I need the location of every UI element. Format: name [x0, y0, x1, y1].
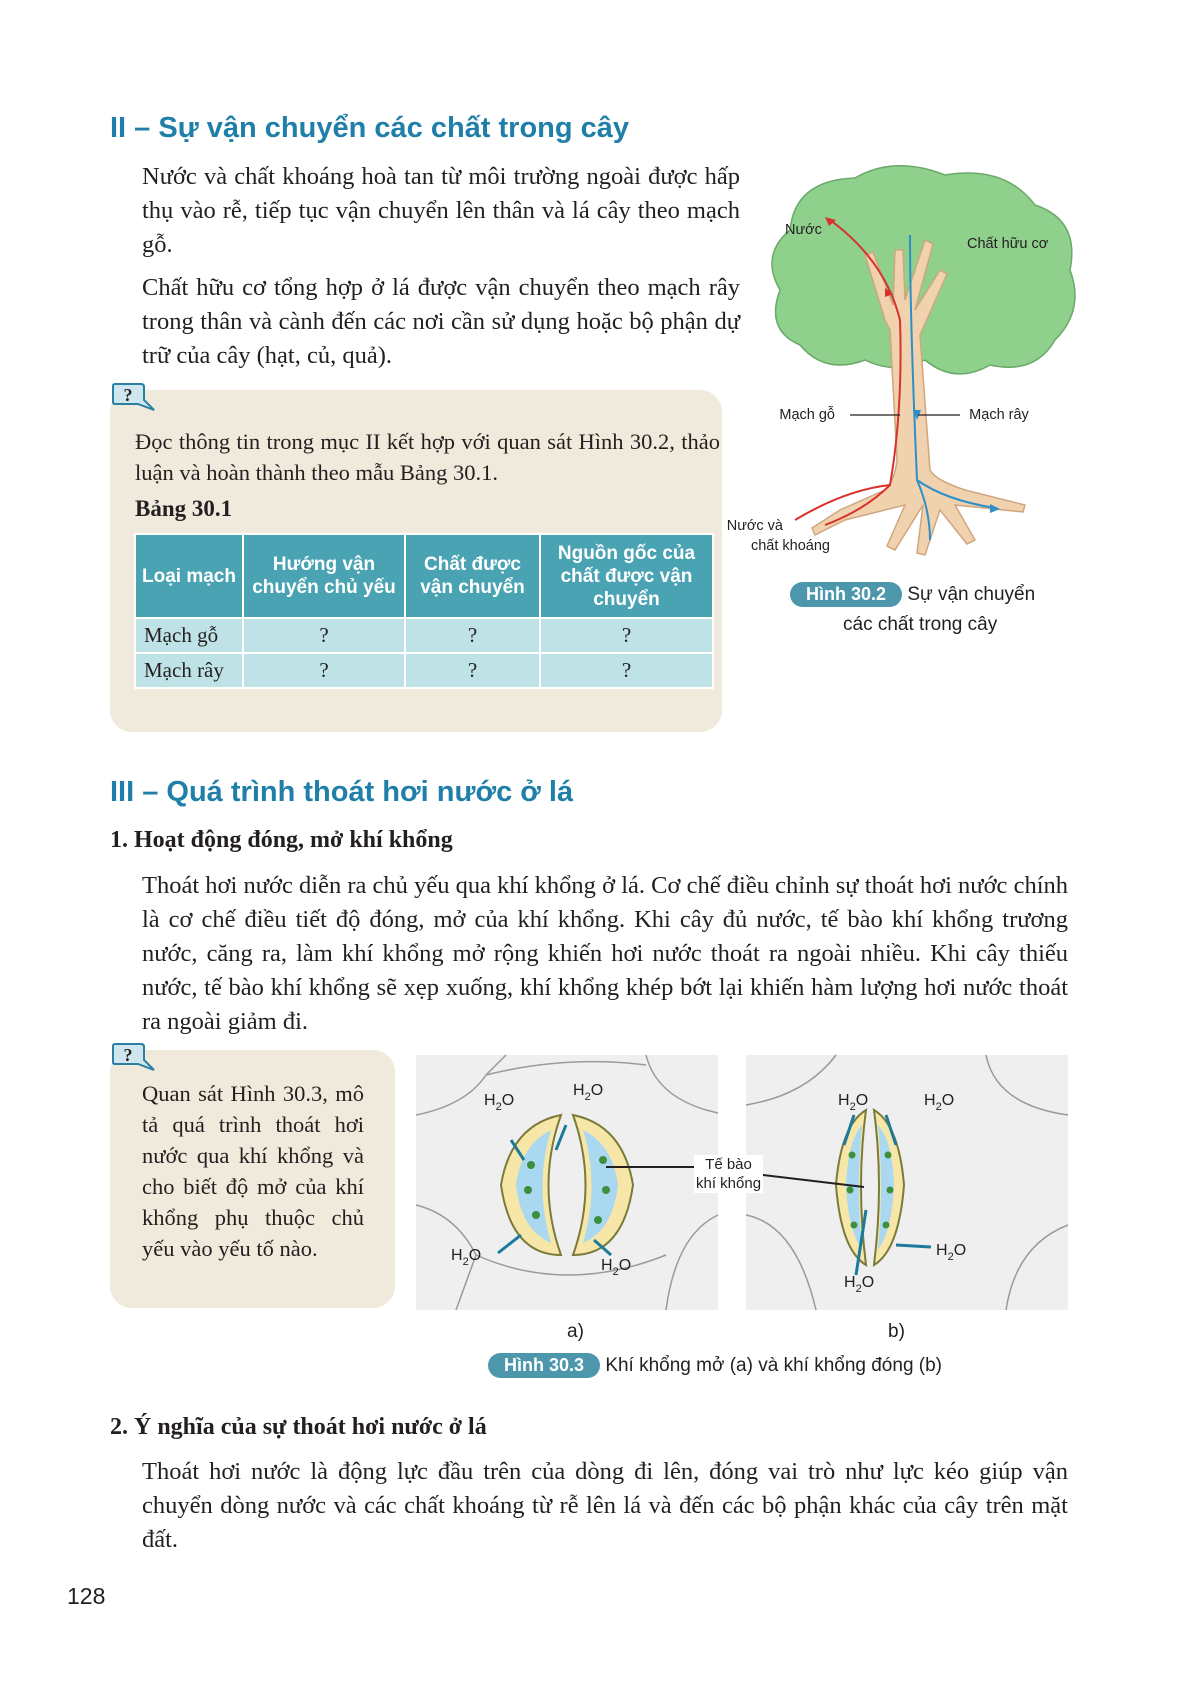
h2o-sub: 2: [935, 1101, 942, 1113]
h2o-o: O: [618, 1257, 632, 1274]
figure-30-3-panel-a-open-stoma: [416, 1055, 718, 1310]
question-1-text: Đọc thông tin trong mục II kết hợp với quan sát Hình 30.2, thảo luận và hoàn thành theo mẫu Bảng 30.1.: [135, 429, 720, 485]
table-row: [135, 653, 713, 688]
figure-30-2-caption-label: Hình 30.2: [790, 582, 902, 607]
subsection-2-heading: 2. Ý nghĩa của sự thoát hơi nước ở lá: [110, 1414, 487, 1440]
h2o-o: O: [855, 1092, 869, 1109]
h2o-label: H: [573, 1082, 585, 1099]
h2o-sub: 2: [495, 1101, 502, 1113]
section-2-paragraph-2: Chất hữu cơ tổng hợp ở lá được vận chuyển theo mạch rây trong thân và cành đến các nơi cần sử dụng hoặc bộ phận dự trữ của cây (hạt, củ, quả).: [142, 274, 740, 369]
h2o-label: H: [924, 1092, 936, 1109]
panel-b-label: b): [888, 1321, 905, 1342]
label-nuoc-va: Nước và: [726, 518, 783, 534]
question-2-text: Quan sát Hình 30.3, mô tả quá trình thoát hơi nước qua khí khổng và cho biết độ mở của khí khổng phụ thuộc chủ yếu vào yếu tố nào.: [142, 1081, 364, 1261]
panel-a-label: a): [567, 1321, 584, 1342]
h2o-o: O: [468, 1247, 482, 1264]
section-2-paragraph-1: Nước và chất khoáng hoà tan từ môi trường ngoài được hấp thụ vào rễ, tiếp tục vận chuyển lên thân và lá cây theo mạch gỗ.: [142, 163, 740, 258]
h2o-label: H: [451, 1247, 463, 1264]
table-30-1: [134, 533, 714, 689]
figure-30-2-caption: [790, 582, 1090, 607]
section-3-heading: III – Quá trình thoát hơi nước ở lá: [110, 776, 574, 808]
svg-text:?: ?: [123, 1045, 133, 1065]
table-header-type: Loại mạch: [135, 534, 243, 618]
figure-30-2-caption-line-2: các chất trong cây: [843, 614, 998, 635]
h2o-label: H: [601, 1257, 613, 1274]
section-3-paragraph-2: Thoát hơi nước là động lực đầu trên của dòng đi lên, đóng vai trò như lực kéo giúp vận chuyển dòng nước và các chất khoáng từ rễ lên lá và đến các bộ phận khác của cây trên mặt đất.: [142, 1458, 1068, 1553]
label-mach-ray: Mạch rây: [969, 407, 1029, 423]
section-3-paragraph-1: Thoát hơi nước diễn ra chủ yếu qua khí khổng ở lá. Cơ chế điều chỉnh sự thoát hơi nước chính là cơ chế điều tiết độ đóng, mở của khí khổng. Khi cây đủ nước, tế bào khí khổng trương nước, căng ra, làm khí khổng mở rộng khiến hơi nước thoát ra ngoài nhiều. Khi cây thiếu nước, tế bào khí khổng sẽ xẹp xuống, khí khổng khép bớt lại khiến hàm lượng hơi nước thoát ra ngoài giảm đi.: [142, 872, 1068, 1035]
table-cell: ?: [243, 653, 405, 688]
h2o-sub: 2: [855, 1283, 862, 1295]
h2o-sub: 2: [462, 1256, 469, 1268]
table-cell: ?: [243, 618, 405, 653]
label-mach-go: Mạch gỗ: [779, 407, 835, 423]
figure-30-2-caption-text-1: Sự vận chuyển: [907, 584, 1036, 605]
h2o-sub: 2: [612, 1266, 619, 1278]
subsection-1-heading: 1. Hoạt động đóng, mở khí khổng: [110, 827, 453, 853]
question-icon: [110, 1042, 158, 1074]
question-icon: [110, 382, 158, 414]
figure-30-2-tree-diagram: [726, 160, 1095, 580]
h2o-o: O: [941, 1092, 955, 1109]
table-cell: Mạch rây: [135, 653, 243, 688]
h2o-sub: 2: [584, 1091, 591, 1103]
svg-text:?: ?: [123, 385, 133, 405]
h2o-o: O: [501, 1092, 515, 1109]
label-chat-huu-co: Chất hữu cơ: [967, 236, 1049, 252]
table-row: [135, 618, 713, 653]
table-header-origin: Nguồn gốc của chất được vận chuyển: [540, 534, 713, 618]
h2o-o: O: [861, 1274, 875, 1291]
table-header-substance: Chất được vận chuyển: [405, 534, 540, 618]
h2o-o: O: [590, 1082, 604, 1099]
label-chat-khoang: chất khoáng: [750, 538, 830, 554]
h2o-label: H: [936, 1242, 948, 1259]
page-number: 128: [67, 1583, 106, 1609]
guard-cell-label-line-1: Tế bào: [705, 1156, 752, 1173]
figure-30-3-panel-b-closed-stoma: [746, 1055, 1068, 1310]
table-cell: ?: [405, 653, 540, 688]
h2o-sub: 2: [947, 1251, 954, 1263]
guard-cell-label: [694, 1155, 763, 1193]
figure-30-3-caption-label: Hình 30.3: [488, 1353, 600, 1378]
h2o-label: H: [844, 1274, 856, 1291]
figure-30-3-caption: [488, 1353, 942, 1378]
table-cell: ?: [405, 618, 540, 653]
h2o-label: H: [838, 1092, 850, 1109]
section-2-heading: II – Sự vận chuyển các chất trong cây: [110, 112, 630, 144]
table-cell: ?: [540, 653, 713, 688]
table-header-direction: Hướng vận chuyển chủ yếu: [243, 534, 405, 618]
h2o-o: O: [953, 1242, 967, 1259]
label-nuoc: Nước: [785, 222, 822, 238]
table-cell: Mạch gỗ: [135, 618, 243, 653]
h2o-label: H: [484, 1092, 496, 1109]
figure-30-3-caption-text: Khí khổng mở (a) và khí khổng đóng (b): [605, 1355, 943, 1376]
table-cell: ?: [540, 618, 713, 653]
h2o-sub: 2: [849, 1101, 856, 1113]
table-30-1-title: Bảng 30.1: [135, 496, 233, 521]
guard-cell-label-line-2: khí khổng: [696, 1175, 762, 1192]
